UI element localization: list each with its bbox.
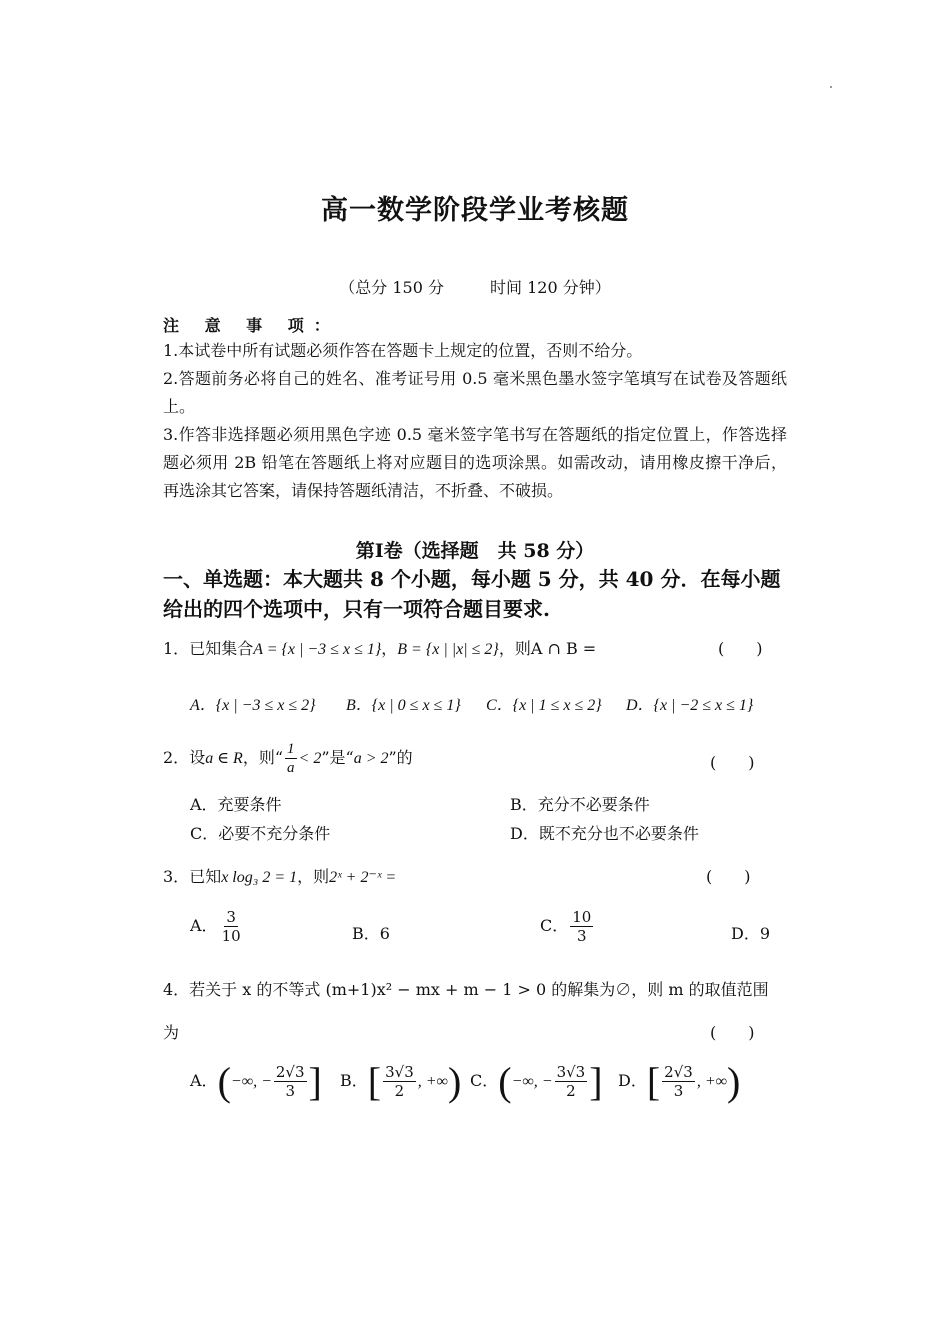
option-label: A． — [190, 916, 218, 935]
question-prefix: 设 — [189, 748, 206, 767]
scan-dot — [830, 86, 832, 88]
question-2 — [163, 740, 413, 777]
fraction — [570, 908, 593, 945]
text-part: ”是“ — [321, 748, 354, 767]
fraction-numerator: 2√3 — [664, 1063, 693, 1081]
question-number: 3． — [163, 867, 190, 886]
fraction — [220, 908, 243, 945]
option-label: D． — [618, 1071, 647, 1090]
fraction-denominator: 2 — [394, 1082, 405, 1100]
q1-option-c: C．{x | 1 ≤ x ≤ 2} — [486, 697, 602, 714]
part-heading: 一、单选题：本大题共 8 个小题，每小题 5 分，共 40 分．在每小题给出的四个选项中，只有一项符合题目要求. — [163, 567, 781, 621]
right-paren: ) — [727, 1059, 741, 1104]
question-prefix: 已知 — [189, 867, 222, 886]
exam-subtitle — [0, 275, 950, 298]
left-bracket: [ — [367, 1059, 382, 1104]
separator: ， — [381, 639, 398, 658]
target-expression: 2ˣ + 2⁻ˣ = — [329, 869, 397, 886]
q4-option-b — [340, 1058, 461, 1105]
inequality-2: a > 2 — [353, 750, 389, 767]
answer-blank-2: ( ) — [710, 753, 755, 772]
question-suffix: ，则A ∩ B = — [498, 639, 597, 658]
question-number: 2． — [163, 748, 190, 767]
fraction-numerator: 3 — [226, 908, 236, 926]
q2-option-a: A．充要条件 — [190, 795, 282, 814]
q1-option-d: D．{x | −2 ≤ x ≤ 1} — [626, 697, 754, 714]
q1-option-b: B．{x | 0 ≤ x ≤ 1} — [346, 697, 461, 714]
option-label: B． — [340, 1071, 368, 1090]
q1-option-a: A．{x | −3 ≤ x ≤ 2} — [190, 697, 316, 714]
q2-option-d: D．既不充分也不必要条件 — [510, 824, 699, 843]
set-b: B = {x | |x| ≤ 2} — [397, 641, 499, 658]
fraction-numerator: 3√3 — [385, 1063, 414, 1081]
notice-item-1: 1.本试卷中所有试题必须作答在答题卡上规定的位置，否则不给分。 — [163, 341, 643, 360]
fraction-denominator: 2 — [566, 1082, 576, 1100]
fraction-denominator: 3 — [673, 1082, 684, 1100]
right-bracket: ] — [308, 1059, 322, 1104]
notice-item-3: 3.作答非选择题必须用黑色字迹 0.5 毫米签字笔书写在答题纸的指定位置上，作答选择题必须用 2B 铅笔在答题纸上将对应题目的选项涂黑。如需改动，请用橡皮擦干净后，再选涂其它答案，请保持答题纸清洁，不折叠、不破损。 — [163, 425, 787, 500]
option-label: C． — [540, 916, 569, 935]
question-4-line-2: 为 — [163, 1023, 180, 1042]
option-label: A． — [190, 1071, 218, 1090]
fraction — [555, 1063, 588, 1100]
interval-left: −∞, − — [511, 1073, 553, 1090]
fraction-numerator: 1 — [287, 741, 295, 757]
q4-option-c — [470, 1058, 603, 1105]
q3-option-d: D．9 — [731, 924, 771, 943]
answer-blank-3: ( ) — [706, 867, 751, 886]
answer-blank-4: ( ) — [710, 1023, 755, 1042]
interval-right: , +∞ — [696, 1073, 728, 1090]
q3-option-b: B．6 — [352, 924, 390, 943]
left-paren: ( — [217, 1059, 231, 1104]
section-title: 第Ⅰ卷（选择题 共 58 分） — [355, 540, 595, 562]
fraction — [383, 1063, 416, 1100]
exam-title: 高一数学阶段学业考核题 — [321, 195, 629, 226]
fraction — [274, 1063, 307, 1100]
given-expression: x log₃ 2 = 1 — [221, 869, 298, 886]
right-bracket: ] — [589, 1059, 603, 1104]
notice-heading: 注 意 事 项： — [163, 316, 340, 335]
interval-right: , +∞ — [417, 1073, 448, 1090]
fraction-numerator: 3√3 — [556, 1063, 586, 1081]
right-paren: ) — [447, 1059, 462, 1104]
fraction-numerator: 2√3 — [275, 1063, 305, 1081]
condition: a ∈ R — [205, 750, 243, 767]
fraction-denominator: 3 — [577, 927, 587, 945]
fraction-denominator: a — [287, 760, 295, 776]
question-suffix: ”的 — [388, 748, 413, 767]
left-bracket: [ — [646, 1059, 661, 1104]
q2-option-b: B．充分不必要条件 — [510, 795, 650, 814]
text-part: ，则“ — [242, 748, 284, 767]
q2-option-c: C．必要不充分条件 — [190, 824, 331, 843]
q4-option-d — [618, 1058, 740, 1105]
option-label: C． — [470, 1071, 499, 1090]
total-score: （总分 150 分 — [339, 278, 444, 297]
inequality-1: < 2 — [298, 750, 322, 767]
fraction-denominator: 10 — [221, 927, 241, 945]
answer-blank-1: ( ) — [718, 639, 763, 658]
q3-option-a — [190, 908, 245, 945]
question-3 — [163, 864, 396, 887]
question-4-line-1: 4．若关于 x 的不等式 (m+1)x² − mx + m − 1 > 0 的解集为∅，则 m 的取值范围 — [163, 980, 769, 999]
left-paren: ( — [498, 1059, 512, 1104]
time-limit: 时间 120 分钟） — [490, 278, 611, 297]
fraction — [285, 740, 297, 777]
interval-left: −∞, − — [230, 1073, 272, 1090]
q3-option-c — [540, 908, 595, 945]
set-a: A = {x | −3 ≤ x ≤ 1} — [253, 641, 382, 658]
notice-item-2: 2.答题前务必将自己的姓名、准考证号用 0.5 毫米黑色墨水签字笔填写在试卷及答题纸上。 — [163, 369, 787, 416]
fraction-denominator: 3 — [285, 1082, 295, 1100]
question-1 — [163, 636, 596, 659]
fraction — [662, 1063, 695, 1100]
question-number: 1． — [163, 639, 190, 658]
fraction-numerator: 10 — [572, 908, 592, 926]
q4-option-a — [190, 1058, 322, 1105]
text-part: ，则 — [297, 867, 330, 886]
question-prefix: 已知集合 — [189, 639, 254, 658]
